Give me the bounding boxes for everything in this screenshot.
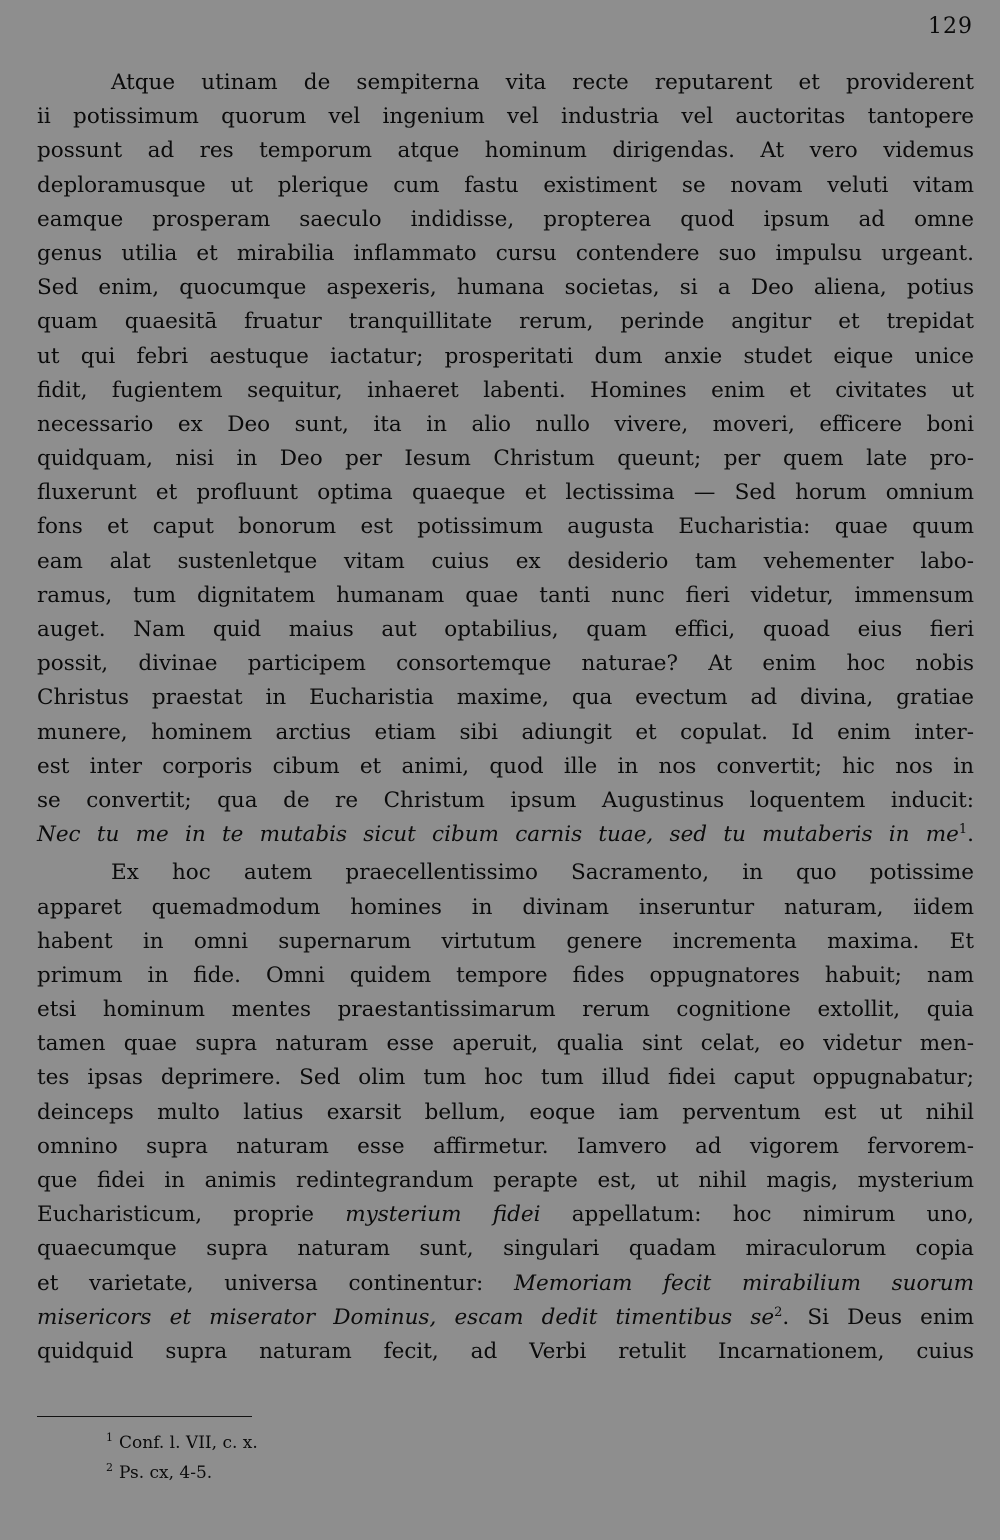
footnote-mark: 1 <box>106 1431 113 1445</box>
text-line: eamque prosperam saeculo indidisse, propterea quod ipsum ad omne <box>37 206 974 232</box>
footnote-rule <box>37 1416 252 1417</box>
text-line: est inter corporis cibum et animi, quod ille in nos convertit; hic nos in <box>37 753 974 779</box>
text-line: possunt ad res temporum atque hominum dirigendas. At vero videmus <box>37 138 974 164</box>
text-line: munere, hominem arctius etiam sibi adiungit et copulat. Id enim inter- <box>37 719 974 745</box>
footnote <box>106 1428 258 1458</box>
paragraph-1 <box>37 66 974 852</box>
text-line: fidit, fugientem sequitur, inhaeret labenti. Homines enim et civitates ut <box>37 377 974 403</box>
quote-line <box>37 818 974 852</box>
italic-phrase: mysterium fidei <box>345 1202 541 1228</box>
footnote-mark: 2 <box>106 1461 113 1475</box>
text-line: quidquid supra naturam fecit, ad Verbi retulit Incarnationem, cuius <box>37 1338 974 1364</box>
text-line <box>37 1198 974 1232</box>
text-line: deploramusque ut plerique cum fastu existiment se novam veluti vitam <box>37 172 974 198</box>
footnote-text: Ps. cx, 4-5. <box>119 1463 213 1483</box>
text-line: eam alat sustenletque vitam cuius ex desiderio tam vehementer labo- <box>37 548 974 574</box>
footnotes <box>106 1428 258 1488</box>
text-run: Eucharisticum, proprie <box>37 1202 314 1228</box>
text-line: Sed enim, quocumque aspexeris, humana societas, si a Deo aliena, potius <box>37 275 974 301</box>
text-line: Atque utinam de sempiterna vita recte reputarent et providerent <box>111 70 974 95</box>
text-line: quaecumque supra naturam sunt, singulari quadam miraculorum copia <box>37 1236 974 1262</box>
text-line: fons et caput bonorum est potissimum augusta Eucharistia: quae quum <box>37 514 974 540</box>
text-line <box>37 1267 974 1301</box>
augustine-quote: Nec tu me in te mutabis sicut cibum carnis tuae, sed tu mutaberis in me <box>37 822 959 848</box>
text-line: Christus praestat in Eucharistia maxime, qua evectum ad divina, gratiae <box>37 685 974 711</box>
text-run: et varietate, universa continentur: <box>37 1270 484 1296</box>
footnote-ref-2: 2 <box>774 1304 783 1320</box>
punctuation: . <box>967 822 974 848</box>
text-line: omnino supra naturam esse affirmetur. Iamvero ad vigorem fervorem- <box>37 1133 974 1159</box>
footnote <box>106 1458 258 1488</box>
paragraph-2 <box>37 856 974 1369</box>
page-number: 129 <box>928 14 973 39</box>
text-line: necessario ex Deo sunt, ita in alio nullo vivere, moveri, efficere boni <box>37 411 974 437</box>
psalm-quote: Memoriam fecit mirabilium suorum <box>513 1270 974 1296</box>
footnote-text: Conf. l. VII, c. x. <box>119 1433 258 1453</box>
text-line: genus utilia et mirabilia inflammato cursu contendere suo impulsu urgeant. <box>37 240 974 266</box>
text-line: tes ipsas deprimere. Sed olim tum hoc tum illud fidei caput oppugnabatur; <box>37 1065 974 1091</box>
text-line: possit, divinae participem consortemque naturae? At enim hoc nobis <box>37 651 974 677</box>
text-line: auget. Nam quid maius aut optabilius, quam effici, quoad eius fieri <box>37 617 974 642</box>
body-text <box>37 66 974 1369</box>
text-line: deinceps multo latius exarsit bellum, eoque iam perventum est ut nihil <box>37 1099 974 1125</box>
footnote-ref-1: 1 <box>958 821 968 837</box>
text-line: ii potissimum quorum vel ingenium vel industria vel auctoritas tantopere <box>37 104 974 130</box>
text-run: appellatum: hoc nimirum uno, <box>571 1202 974 1228</box>
text-line: Ex hoc autem praecellentissimo Sacramento, in quo potissime <box>111 860 974 886</box>
psalm-quote: misericors et miserator Dominus, escam dedit timentibus se <box>37 1304 775 1330</box>
text-line: ramus, tum dignitatem humanam quae tanti nunc fieri videtur, immensum <box>37 582 974 608</box>
text-line: primum in fide. Omni quidem tempore fides oppugnatores habuit; nam <box>37 962 974 988</box>
text-line: etsi hominum mentes praestantissimarum rerum cognitione extollit, quia <box>37 997 974 1023</box>
text-run: . Si Deus enim <box>782 1304 974 1330</box>
text-line: habent in omni supernarum virtutum genere incrementa maxima. Et <box>37 928 974 954</box>
text-line: se convertit; qua de re Christum ipsum Augustinus loquentem inducit: <box>37 787 974 813</box>
text-line: que fidei in animis redintegrandum perapte est, ut nihil magis, mysterium <box>37 1168 974 1193</box>
text-line: ut qui febri aestuque iactatur; prosperitati dum anxie studet eique unice <box>37 343 974 369</box>
text-line: fluxerunt et profluunt optima quaeque et lectissima — Sed horum omnium <box>37 480 974 506</box>
text-line: apparet quemadmodum homines in divinam inseruntur naturam, iidem <box>37 894 974 920</box>
text-line <box>37 1301 974 1335</box>
text-line: quam quaesitā fruatur tranquillitate rerum, perinde angitur et trepidat <box>37 309 974 335</box>
text-line: quidquam, nisi in Deo per Iesum Christum queunt; per quem late pro- <box>37 446 974 472</box>
text-line: tamen quae supra naturam esse aperuit, qualia sint celat, eo videtur men- <box>37 1031 974 1057</box>
